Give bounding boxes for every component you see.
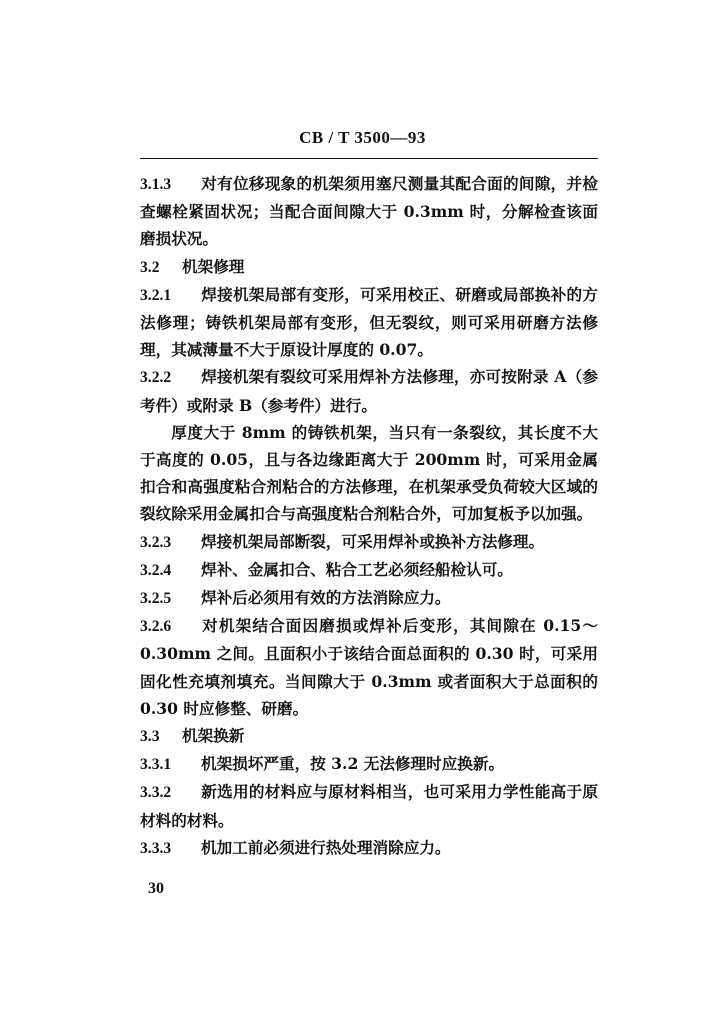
clause-text: 厚度大于 8mm 的铸铁机架，当只有一条裂纹，其长度不大于高度的 0.05，且与各边缘距离大于 200mm 时，可采用金属扣合和高强度粘合剂粘合的方法修理，在机架承受负荷较大区域的裂纹除采用金属扣合与高强度粘合剂粘合外，可加复板予以加强。 [140, 422, 598, 524]
clause-3-2-6 [140, 612, 598, 722]
clause-number: 3.3.3 [140, 839, 172, 857]
clause-number: 3.3.2 [140, 784, 172, 802]
clause-text: 新选用的材料应与原材料相当，也可采用力学性能高于原材料的材料。 [140, 782, 598, 830]
clause-number: 3.2.4 [140, 561, 172, 579]
clause-number: 3.2.2 [140, 369, 172, 387]
clause-number: 3.3.1 [140, 756, 172, 774]
clause-3-3-1 [140, 750, 598, 778]
clause-text: 焊接机架局部有变形，可采用校正、研磨或局部换补的方法修理；铸铁机架局部有变形，但无裂纹，则可采用研磨方法修理，其减薄量不大于原设计厚度的 0.07。 [140, 284, 598, 360]
clause-number: 3.2 [140, 258, 160, 276]
clause-3-2-2 [140, 363, 598, 418]
clause-3-2-4 [140, 556, 598, 584]
clause-3-2-5 [140, 584, 598, 612]
clause-3-2-2-continuation [140, 419, 598, 528]
clause-3-3-2 [140, 778, 598, 833]
clause-text: 焊接机架局部断裂，可采用焊补或换补方法修理。 [201, 531, 545, 551]
section-3-2-heading [140, 253, 598, 281]
clause-text: 对有位移现象的机架须用塞尺测量其配合面的间隙，并检查螺栓紧固状况；当配合面间隙大于 0.3mm 时，分解检查该面磨损状况。 [140, 174, 598, 249]
clause-number: 3.3 [140, 728, 160, 746]
clause-text: 焊补后必须用有效的方法消除应力。 [201, 588, 451, 608]
clause-number: 3.2.6 [140, 618, 172, 636]
clause-number: 3.2.3 [140, 533, 172, 551]
clause-number: 3.1.3 [140, 176, 172, 193]
clause-3-2-1 [140, 281, 598, 364]
clause-text: 机架损坏严重，按 3.2 无法修理时应换新。 [201, 754, 505, 774]
clause-3-1-3 [140, 170, 598, 253]
clause-number: 3.2.5 [140, 590, 172, 608]
clause-number: 3.2.1 [140, 286, 172, 304]
page-number: 30 [148, 880, 164, 897]
clause-text: 焊补、金属扣合、粘合工艺必须经船检认可。 [201, 559, 513, 579]
clause-text: 机加工前必须进行热处理消除应力。 [201, 837, 451, 857]
clause-text: 对机架结合面因磨损或焊补后变形，其间隙在 0.15～0.30mm 之间。且面积小于该结合面总面积的 0.30 时，可采用固化性充填剂填充。当间隙大于 0.3mm 或者面积大于总面积的 0.30 时应修整、研磨。 [140, 616, 598, 718]
section-3-3-heading [140, 722, 598, 750]
body-text [140, 170, 598, 862]
standard-code-header: CB / T 3500—93 [299, 128, 426, 147]
section-title: 机架换新 [182, 726, 245, 746]
clause-3-2-3 [140, 528, 598, 556]
section-title: 机架修理 [182, 256, 245, 276]
clause-3-3-3 [140, 834, 598, 862]
header-rule [140, 158, 598, 159]
clause-text: 焊接机架有裂纹可采用焊补方法修理，亦可按附录 A（参考件）或附录 B（参考件）进行。 [140, 367, 598, 415]
